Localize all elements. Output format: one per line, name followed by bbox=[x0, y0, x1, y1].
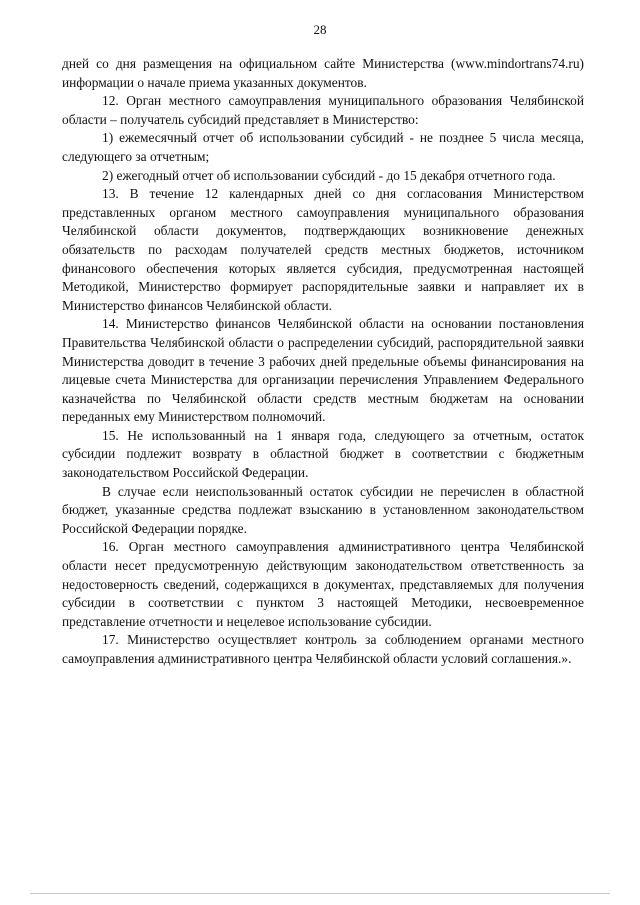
document-body bbox=[62, 55, 584, 669]
paragraph-12: 12. Орган местного самоуправления муниципального образования Челябинской области – получатель субсидий представляет в Министерство: bbox=[62, 93, 584, 127]
page-bottom-edge bbox=[30, 893, 610, 894]
page-number: 28 bbox=[313, 22, 327, 37]
paragraph-12-item-1: 1) ежемесячный отчет об использовании субсидий - не позднее 5 числа месяца, следующего за отчетным; bbox=[62, 130, 584, 164]
paragraph-16: 16. Орган местного самоуправления административного центра Челябинской области несет предусмотренную действующим законодательством ответственность за недостоверность сведений, содержащихся в документах, представляемых для получения субсидии в соответствии с пунктом 3 настоящей Методики, несвоевременное представление отчетности и нецелевое использование субсидии. bbox=[62, 539, 584, 629]
paragraph-13: 13. В течение 12 календарных дней со дня согласования Министерством представленных органом местного самоуправления муниципального образования Челябинской области документов, подтверждающих возникновение денежных обязательств по расходам получателей средств местных бюджетов, источником финансового обеспечения которых является субсидия, предусмотренная настоящей Методикой, Министерство формирует распорядительные заявки и направляет их в Министерство финансов Челябинской области. bbox=[62, 186, 584, 313]
paragraph-14: 14. Министерство финансов Челябинской области на основании постановления Правительства Челябинской области о распределении субсидий, распорядительной заявки Министерства доводит в течение 3 рабочих дней предельные объемы финансирования на лицевые счета Министерства для организации перечисления Управлением Федерального казначейства по Челябинской области средств местным бюджетам на основании переданных ему Министерством полномочий. bbox=[62, 316, 584, 425]
paragraph-continuation: дней со дня размещения на официальном сайте Министерства (www.mindortrans74.ru) информации о начале приема указанных документов. bbox=[62, 56, 584, 90]
paragraph-12-item-2: 2) ежегодный отчет об использовании субсидий - до 15 декабря отчетного года. bbox=[102, 167, 556, 183]
paragraph-15: 15. Не использованный на 1 января года, следующего за отчетным, остаток субсидии подлежит возврату в областной бюджет в соответствии с бюджетным законодательством Российской Федерации. bbox=[62, 427, 584, 481]
paragraph-17: 17. Министерство осуществляет контроль за соблюдением органами местного самоуправления административного центра Челябинской области условий соглашения.». bbox=[62, 632, 584, 666]
paragraph-15-note: В случае если неиспользованный остаток субсидии не перечислен в областной бюджет, указанные средства подлежат взысканию в установленном законодательством Российской Федерации порядке. bbox=[62, 483, 584, 536]
